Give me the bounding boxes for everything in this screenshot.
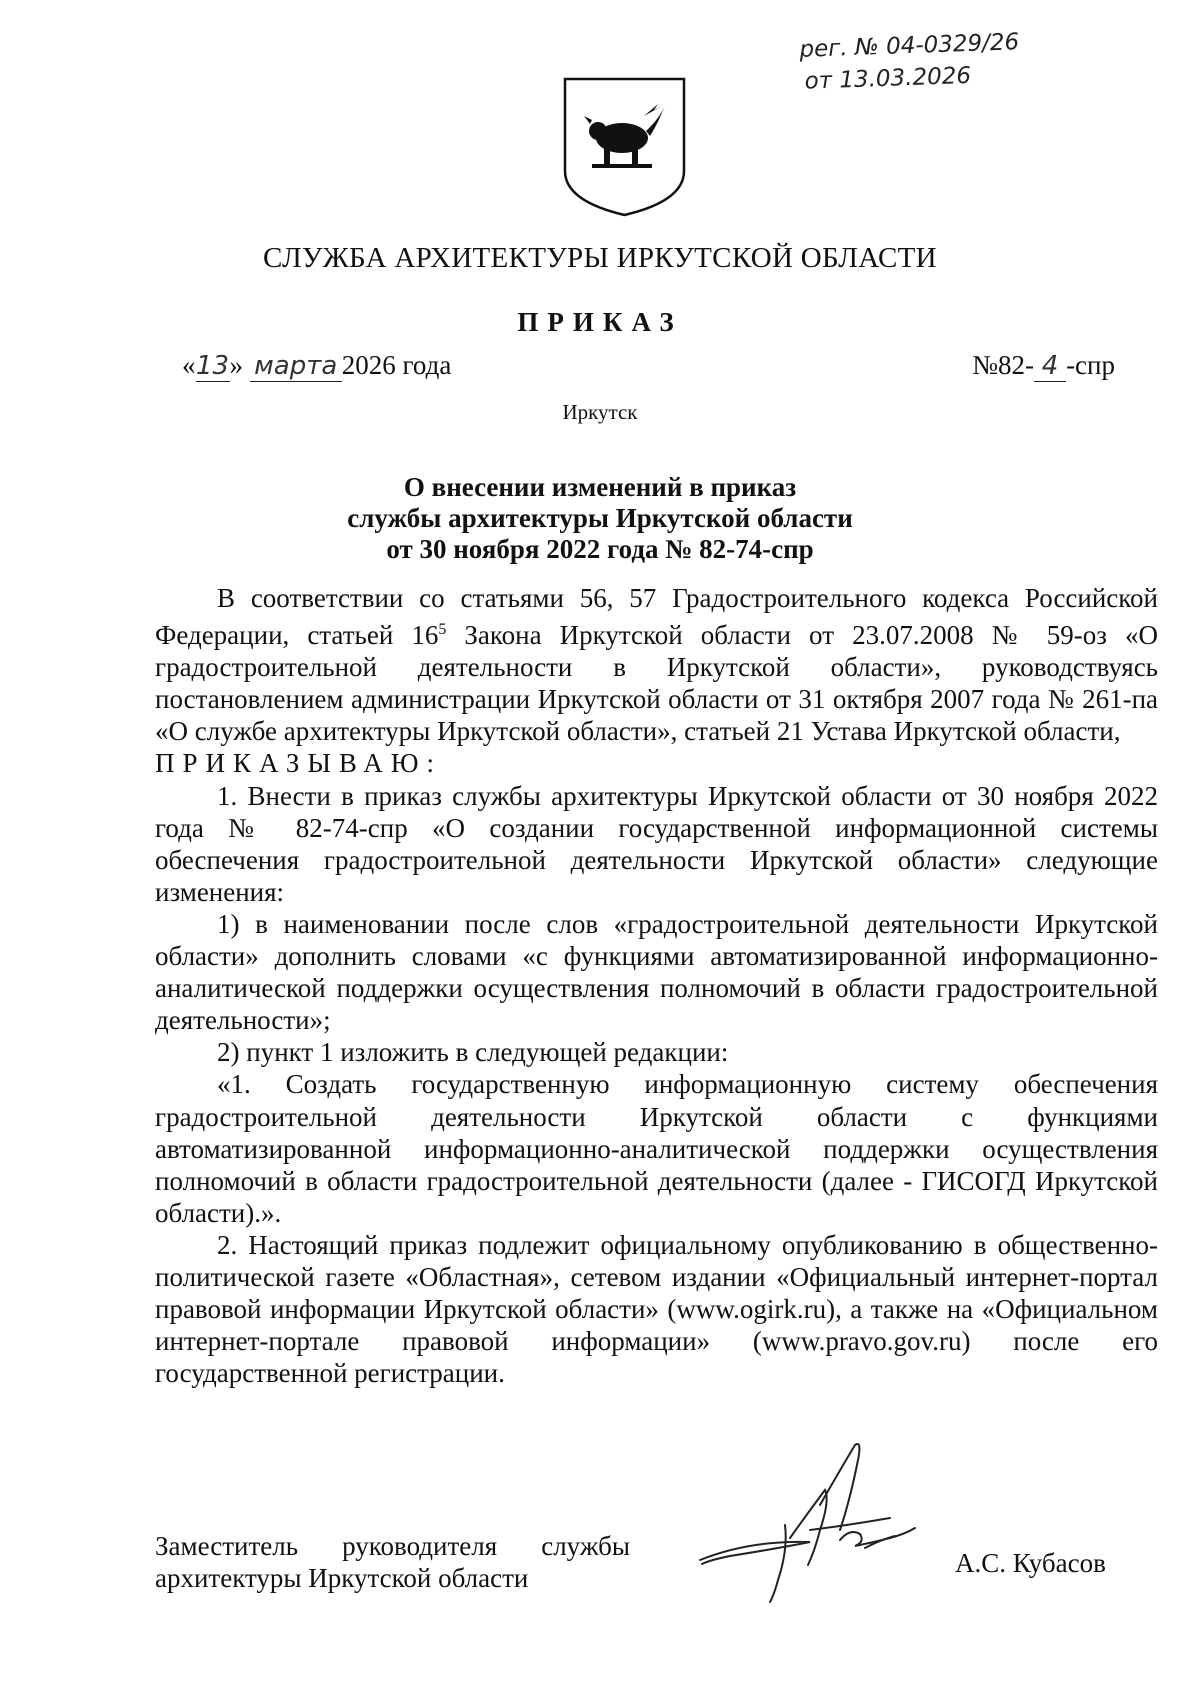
irkutsk-coat-of-arms-icon bbox=[562, 76, 687, 218]
registration-number: рег. № 04-0329/26 bbox=[799, 29, 1020, 63]
handwritten-signature bbox=[690, 1430, 950, 1610]
document-heading bbox=[0, 472, 1200, 565]
document-body bbox=[155, 582, 1158, 1389]
heading-line-3: от 30 ноября 2022 года № 82-74-спр bbox=[386, 534, 814, 564]
number-handwritten: 4 bbox=[1034, 351, 1066, 382]
signer-name: А.С. Кубасов bbox=[955, 1548, 1106, 1578]
subitem-1: 1) в наименовании после слов «градостроительной деятельности Иркутской области» дополнить словами «с функциями автоматизированной информационно-аналитической поддержки осуществления полномочий в области градостроительной деятельности»; bbox=[155, 908, 1158, 1036]
orders-word: ПРИКАЗЫВАЮ: bbox=[155, 748, 442, 779]
item-2: 2. Настоящий приказ подлежит официальному опубликованию в общественно-политической газете «Областная», сетевом издании «Официальный интернет-портал правовой информации Иркутской области» (www.ogirk.ru), а также на «Официальном интернет-портале правовой информации» (www.pravo.gov.ru) после его государственной регистрации. bbox=[155, 1229, 1158, 1389]
date-close-quote: » bbox=[229, 350, 243, 380]
registration-date: от 13.03.2026 bbox=[804, 62, 972, 95]
order-number bbox=[972, 350, 1115, 382]
agency-name: СЛУЖБА АРХИТЕКТУРЫ ИРКУТСКОЙ ОБЛАСТИ bbox=[263, 242, 937, 274]
item-1: 1. Внести в приказ службы архитектуры Иркутской области от 30 ноября 2022 года № 82-74-спр «О создании государственной информационной системы обеспечения градостроительной деятельности Иркутской области» следующие изменения: bbox=[155, 780, 1158, 907]
preamble-text-2: Закона Иркутской области от 23.07.2008 № 59-оз «О градостроительной деятельности в Иркутской области», руководствуясь постановлением администрации Иркутской области от 31 октября 2007 года № 261-па «О службе архитектуры Иркутской области», статьей 21 Устава Иркутской области, bbox=[155, 620, 1158, 747]
number-prefix: №82- bbox=[972, 350, 1035, 380]
preamble-paragraph bbox=[155, 582, 1158, 747]
signer-position-line-2: архитектуры Иркутской области bbox=[155, 1563, 529, 1593]
heading-line-2: службы архитектуры Иркутской области bbox=[347, 503, 853, 533]
preamble-text-1: В соответствии со статьями 56, 57 Градостроительного кодекса Российской Федерации, статьей 16 bbox=[155, 583, 1158, 651]
registration-note bbox=[799, 26, 1021, 98]
date-day: 13 bbox=[195, 351, 230, 381]
subitem-2: 2) пункт 1 изложить в следующей редакции: bbox=[217, 1037, 729, 1068]
number-suffix: -спр bbox=[1066, 350, 1115, 380]
signer-position bbox=[155, 1530, 630, 1594]
city: Иркутск bbox=[562, 400, 638, 424]
signer-position-line-1: Заместитель руководителя службы bbox=[155, 1531, 630, 1561]
heading-line-1: О внесении изменений в приказ bbox=[403, 472, 797, 502]
preamble-superscript: 5 bbox=[438, 621, 447, 639]
date-open-quote: « bbox=[182, 350, 196, 380]
quoted-paragraph: «1. Создать государственную информационную систему обеспечения градостроительной деятельности Иркутской области с функциями автоматизированной информационно-аналитической поддержки осуществления полномочий в области градостроительной деятельности (далее - ГИСОГД Иркутской области).». bbox=[155, 1069, 1158, 1228]
date-year: 2026 года bbox=[341, 350, 452, 380]
date-month: марта bbox=[250, 351, 342, 382]
document-type: ПРИКАЗ bbox=[517, 307, 683, 337]
order-date bbox=[182, 350, 451, 382]
